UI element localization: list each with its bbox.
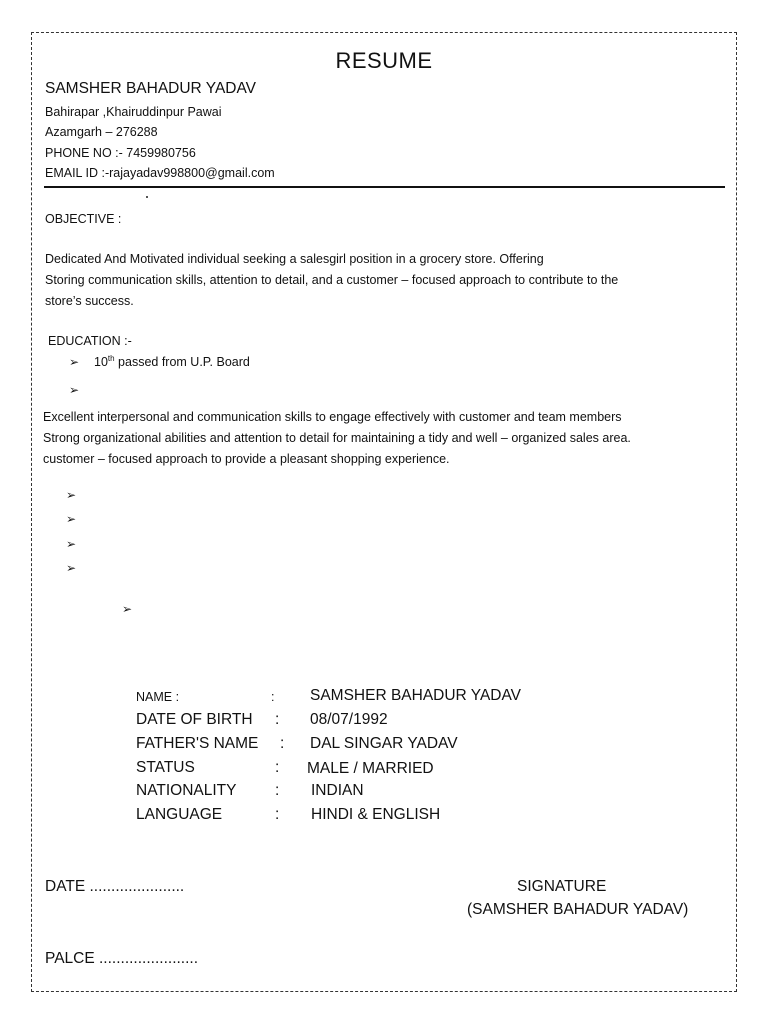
personal-label-status: STATUS xyxy=(136,759,195,776)
bullet-arrow-icon: ➢ xyxy=(69,355,80,369)
personal-sep: : xyxy=(275,711,280,728)
date-field: DATE ...................... xyxy=(45,878,185,895)
applicant-name: SAMSHER BAHADUR YADAV xyxy=(45,80,257,97)
personal-sep: : xyxy=(280,735,285,752)
personal-label-father: FATHER'S NAME xyxy=(136,735,259,752)
objective-line: Dedicated And Motivated individual seeking a salesgirl position in a grocery store. Offering xyxy=(45,252,544,266)
phone-number: PHONE NO :- 7459980756 xyxy=(45,146,196,160)
bullet-arrow-icon: ➢ xyxy=(66,488,77,502)
education-item-sup: th xyxy=(107,353,115,363)
personal-sep: : xyxy=(271,690,275,704)
personal-value-dob: 08/07/1992 xyxy=(310,711,388,728)
header-divider xyxy=(44,186,725,188)
skills-line: customer – focused approach to provide a pleasant shopping experience. xyxy=(43,452,450,466)
skills-line: Excellent interpersonal and communication skills to engage effectively with customer and team members xyxy=(43,410,622,424)
bullet-arrow-icon: ➢ xyxy=(122,602,133,616)
bullet-arrow-icon: ➢ xyxy=(66,537,77,551)
objective-line: Storing communication skills, attention to detail, and a customer – focused approach to contribute to the xyxy=(45,273,619,287)
education-item-prefix: 10 xyxy=(94,355,108,369)
address-line-2: Azamgarh – 276288 xyxy=(45,125,158,139)
bullet-arrow-icon: ➢ xyxy=(66,561,77,575)
page-title: RESUME xyxy=(335,48,433,73)
objective-line: store’s success. xyxy=(45,294,134,308)
personal-label-language: LANGUAGE xyxy=(136,806,223,823)
objective-heading: OBJECTIVE : xyxy=(45,212,122,226)
personal-sep: : xyxy=(275,759,280,776)
personal-label-nationality: NATIONALITY xyxy=(136,782,237,799)
personal-value-language: HINDI & ENGLISH xyxy=(311,806,441,823)
education-item xyxy=(94,355,250,369)
stray-dot xyxy=(146,196,148,198)
bullet-arrow-icon: ➢ xyxy=(69,383,80,397)
personal-value-name: SAMSHER BAHADUR YADAV xyxy=(310,687,522,704)
skills-line: Strong organizational abilities and attention to detail for maintaining a tidy and well – organized sales area. xyxy=(43,431,631,445)
personal-label-name: NAME : xyxy=(136,690,180,704)
education-item-rest: passed from U.P. Board xyxy=(114,355,250,369)
personal-value-father: DAL SINGAR YADAV xyxy=(310,735,458,752)
personal-value-nationality: INDIAN xyxy=(311,782,364,799)
personal-sep: : xyxy=(275,782,280,799)
signature-label: SIGNATURE xyxy=(517,878,607,895)
personal-sep: : xyxy=(275,806,280,823)
bullet-arrow-icon: ➢ xyxy=(66,512,77,526)
personal-value-status: MALE / MARRIED xyxy=(307,760,434,777)
email-address: EMAIL ID :-rajayadav998800@gmail.com xyxy=(45,166,275,180)
personal-label-dob: DATE OF BIRTH xyxy=(136,711,253,728)
place-field: PALCE ....................... xyxy=(45,950,199,967)
signature-name: (SAMSHER BAHADUR YADAV) xyxy=(467,901,689,918)
education-heading: EDUCATION :- xyxy=(48,334,132,348)
address-line-1: Bahirapar ,Khairuddinpur Pawai xyxy=(45,105,222,119)
